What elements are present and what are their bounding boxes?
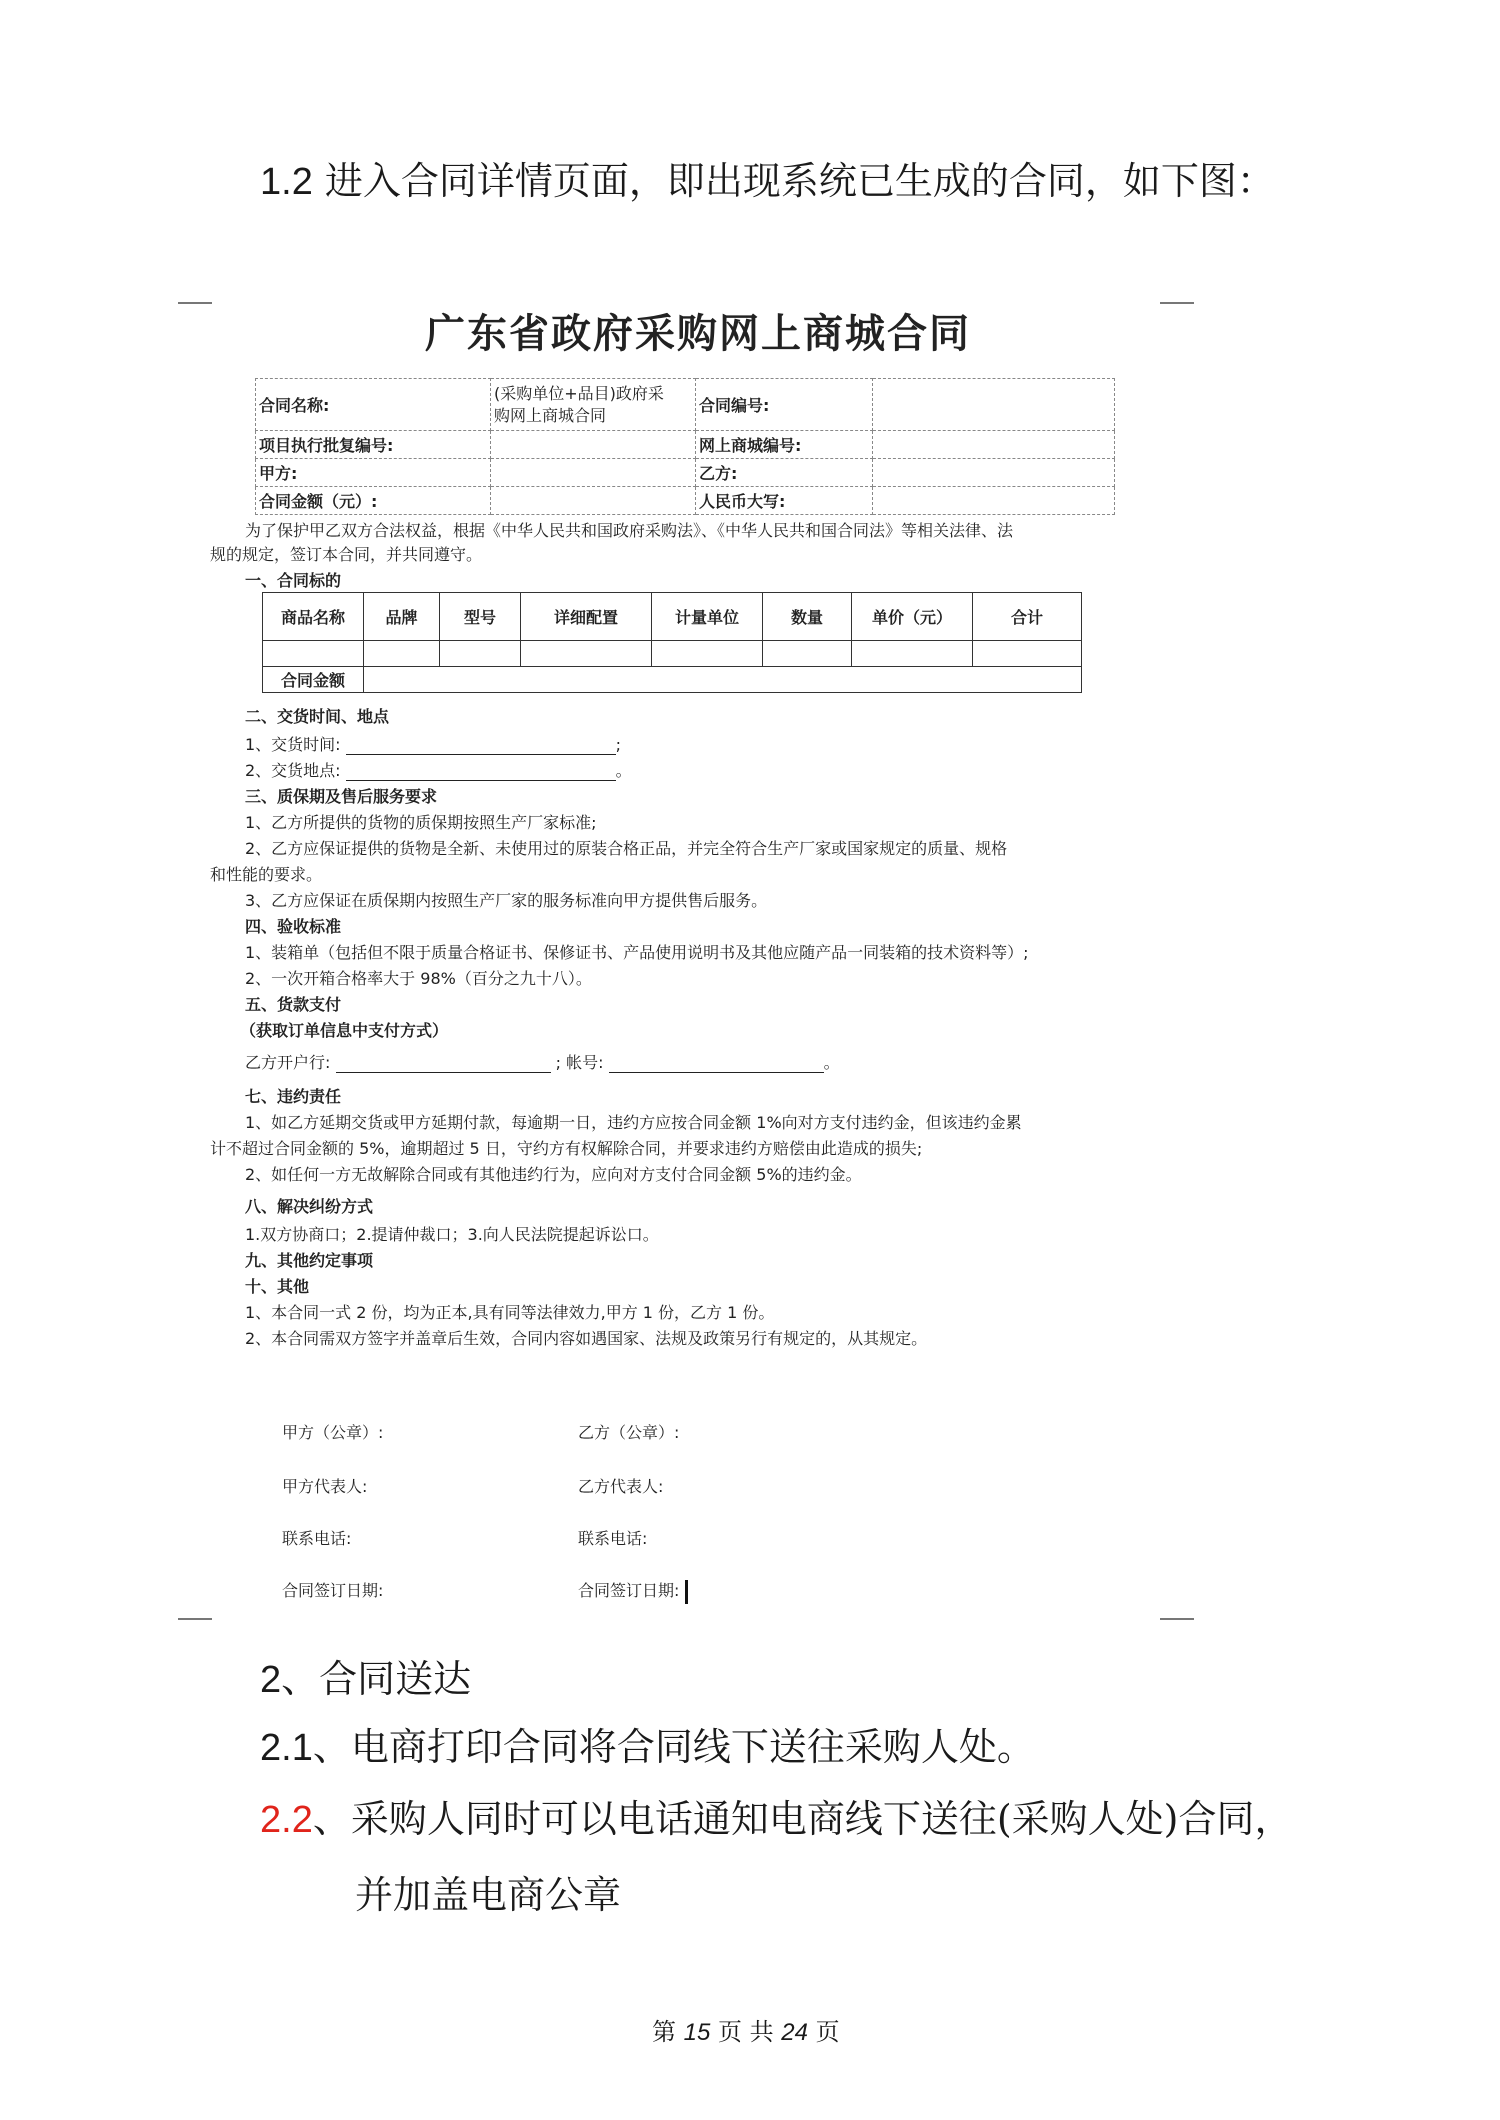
payment-subtitle: （获取订单信息中支付方式） bbox=[240, 1021, 449, 1040]
heading-number: 2 bbox=[260, 1659, 282, 1701]
goods-header: 品牌 bbox=[364, 593, 440, 641]
approval-number-label: 项目执行批复编号: bbox=[256, 431, 491, 459]
party-b-date: 合同签订日期: bbox=[578, 1578, 688, 1604]
party-a-seal: 甲方（公章）: bbox=[282, 1423, 384, 1442]
goods-header: 商品名称 bbox=[263, 593, 364, 641]
clause-text: 2、本合同需双方签字并盖章后生效，合同内容如遇国家、法规及政策另行有规定的，从其规定。 bbox=[245, 1329, 928, 1348]
goods-total-label: 合同金额 bbox=[263, 667, 364, 693]
party-b-label: 乙方: bbox=[696, 459, 873, 487]
clause-text: 3、乙方应保证在质保期内按照生产厂家的服务标准向甲方提供售后服务。 bbox=[245, 891, 768, 910]
section-title: 一、合同标的 bbox=[245, 571, 342, 590]
contract-number-label: 合同编号: bbox=[696, 379, 873, 431]
text-cursor bbox=[685, 1580, 688, 1604]
heading-number-highlighted: 2.2 bbox=[260, 1799, 313, 1841]
heading-2 bbox=[260, 1648, 471, 1703]
account-blank bbox=[609, 1056, 824, 1073]
party-b-seal: 乙方（公章）: bbox=[578, 1423, 680, 1442]
contract-name-value: (采购单位+品目)政府采 购网上商城合同 bbox=[491, 379, 696, 431]
clause-text: 2、乙方应保证提供的货物是全新、未使用过的原装合格正品，并完全符合生产厂家或国家规定的质量、规格 bbox=[245, 839, 1008, 858]
section-title: 八、解决纠纷方式 bbox=[245, 1197, 374, 1216]
page-number: 15 bbox=[683, 2019, 711, 2046]
clause-text: 和性能的要求。 bbox=[210, 865, 323, 884]
goods-header: 合计 bbox=[973, 593, 1082, 641]
amount-cn-label: 人民币大写: bbox=[696, 487, 873, 515]
party-b-rep: 乙方代表人: bbox=[578, 1477, 664, 1496]
clause-text: 1、装箱单（包括但不限于质量合格证书、保修证书、产品使用说明书及其他应随产品一同装箱的技术资料等）; bbox=[245, 943, 1029, 962]
heading-text: 进入合同详情页面，即出现系统已生成的合同，如下图： bbox=[312, 159, 1275, 203]
section-title: 七、违约责任 bbox=[245, 1087, 342, 1106]
mall-number-label: 网上商城编号: bbox=[696, 431, 873, 459]
contract-title: 广东省政府采购网上商城合同 bbox=[425, 311, 971, 357]
page-total: 24 bbox=[781, 2019, 808, 2046]
party-a-phone: 联系电话: bbox=[282, 1529, 352, 1548]
heading-text: 、采购人同时可以电话通知电商线下送往(采购人处)合同， bbox=[312, 1797, 1293, 1841]
heading-text: 、电商打印合同将合同线下送往采购人处。 bbox=[312, 1725, 1035, 1769]
goods-header: 型号 bbox=[440, 593, 521, 641]
clause-text: 1、如乙方延期交货或甲方延期付款，每逾期一日，违约方应按合同金额 1%向对方支付违约金，但该违约金累 bbox=[245, 1113, 1022, 1132]
section-title: 九、其他约定事项 bbox=[245, 1251, 374, 1270]
section-title: 三、质保期及售后服务要求 bbox=[245, 787, 438, 806]
goods-header: 数量 bbox=[763, 593, 852, 641]
party-a-date: 合同签订日期: bbox=[282, 1581, 384, 1600]
clause-text: 1.双方协商口；2.提请仲裁口；3.向人民法院提起诉讼口。 bbox=[245, 1225, 659, 1244]
goods-header-row bbox=[263, 593, 1082, 641]
heading-number: 1.2 bbox=[260, 161, 313, 203]
delivery-time-blank bbox=[346, 738, 616, 755]
bank-info: 乙方开户行: ; 帐号: 。 bbox=[245, 1053, 840, 1072]
section-title: 四、验收标准 bbox=[245, 917, 342, 936]
heading-1-2 bbox=[260, 150, 1275, 205]
goods-row bbox=[263, 641, 1082, 667]
heading-text: 、合同送达 bbox=[281, 1657, 472, 1701]
contract-header-table bbox=[255, 378, 1115, 515]
bank-blank bbox=[336, 1056, 551, 1073]
crop-mark bbox=[1160, 302, 1194, 304]
heading-number: 2.1 bbox=[260, 1727, 313, 1769]
clause-text: 1、本合同一式 2 份，均为正本,具有同等法律效力,甲方 1 份，乙方 1 份。 bbox=[245, 1303, 775, 1322]
delivery-place: 2、交货地点: 。 bbox=[245, 761, 632, 780]
page-footer: 第 15 页 共 24 页 bbox=[652, 2018, 840, 2046]
contract-name-label: 合同名称: bbox=[256, 379, 491, 431]
intro-line: 为了保护甲乙双方合法权益，根据《中华人民共和国政府采购法》、《中华人民共和国合同法》等相关法律、法 bbox=[245, 521, 1014, 540]
goods-header: 单价（元） bbox=[852, 593, 973, 641]
party-a-label: 甲方: bbox=[256, 459, 491, 487]
heading-2-1 bbox=[260, 1716, 1035, 1771]
section-title: 二、交货时间、地点 bbox=[245, 707, 390, 726]
intro-line: 规的规定，签订本合同，并共同遵守。 bbox=[210, 545, 483, 564]
delivery-place-blank bbox=[346, 764, 616, 781]
party-b-phone: 联系电话: bbox=[578, 1529, 648, 1548]
amount-label: 合同金额（元）: bbox=[256, 487, 491, 515]
heading-2-2-continuation: 并加盖电商公章 bbox=[355, 1873, 622, 1917]
crop-mark bbox=[1160, 1618, 1194, 1620]
crop-mark bbox=[178, 302, 212, 304]
goods-total-row bbox=[263, 667, 1082, 693]
contract-number-value bbox=[873, 379, 1115, 431]
clause-text: 2、一次开箱合格率大于 98%（百分之九十八）。 bbox=[245, 969, 592, 988]
crop-mark bbox=[178, 1618, 212, 1620]
section-title: 十、其他 bbox=[245, 1277, 310, 1296]
section-title: 五、货款支付 bbox=[245, 995, 342, 1014]
clause-text: 计不超过合同金额的 5%，逾期超过 5 日，守约方有权解除合同，并要求违约方赔偿由此造成的损失; bbox=[210, 1139, 923, 1158]
heading-2-2 bbox=[260, 1788, 1292, 1843]
party-a-rep: 甲方代表人: bbox=[282, 1477, 368, 1496]
clause-text: 1、乙方所提供的货物的质保期按照生产厂家标准; bbox=[245, 813, 597, 832]
delivery-time: 1、交货时间: ; bbox=[245, 735, 622, 754]
goods-header: 计量单位 bbox=[652, 593, 763, 641]
goods-table bbox=[262, 592, 1082, 693]
clause-text: 2、如任何一方无故解除合同或有其他违约行为，应向对方支付合同金额 5%的违约金。 bbox=[245, 1165, 862, 1184]
goods-header: 详细配置 bbox=[521, 593, 652, 641]
